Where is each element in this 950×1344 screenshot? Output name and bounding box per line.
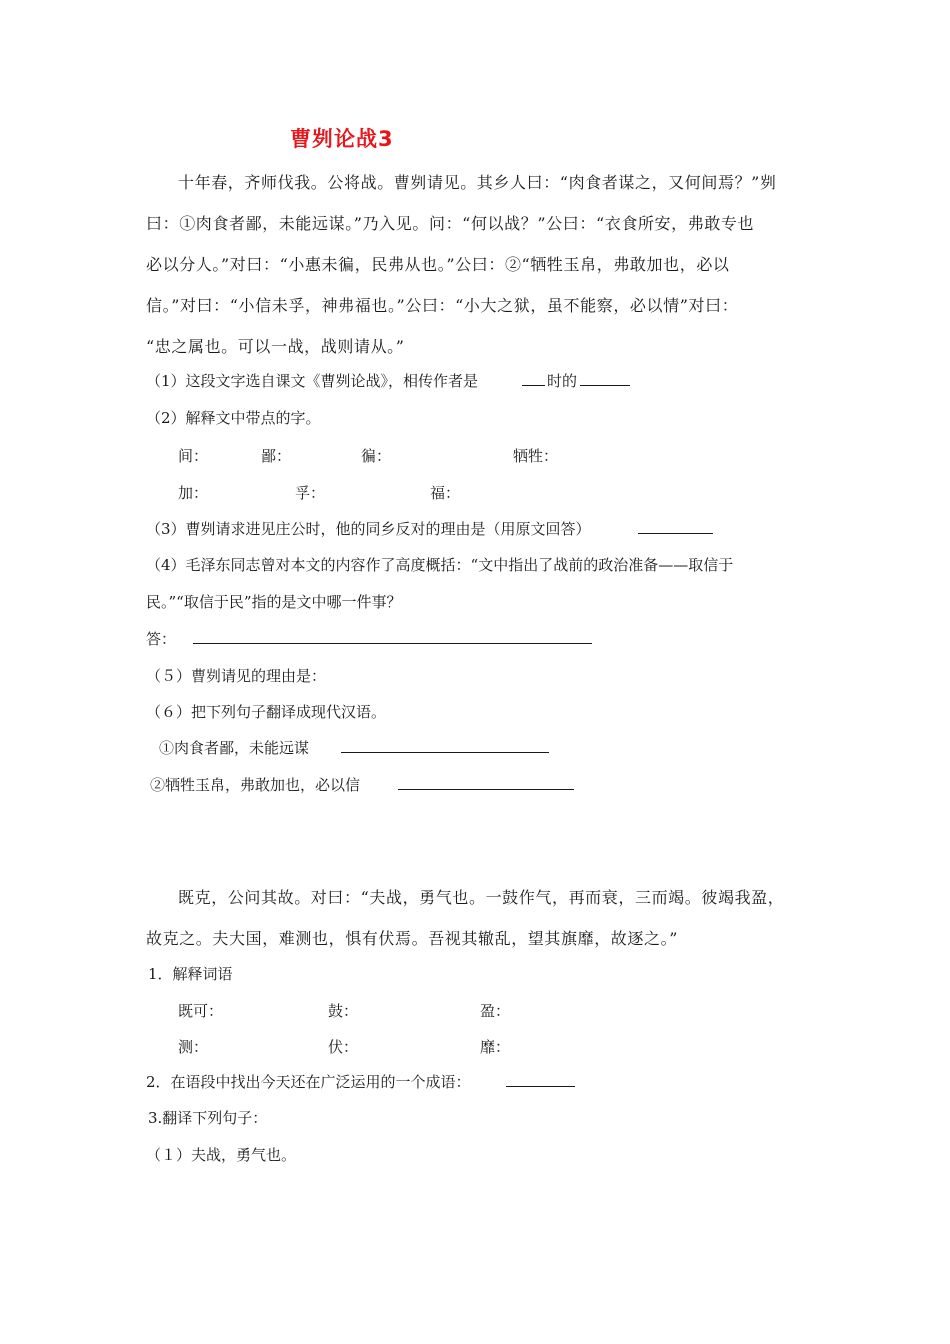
gloss-term: 鄙： xyxy=(261,447,292,465)
answer-blank-q4 xyxy=(193,643,592,644)
gloss-term: 测： xyxy=(178,1038,209,1056)
gloss-term: 靡： xyxy=(480,1038,511,1056)
answer-blank-t1 xyxy=(341,752,549,753)
question-4-line-2: 民。”“取信于民”指的是文中哪一件事？ xyxy=(146,593,402,611)
gloss-term: 既可： xyxy=(178,1002,224,1020)
p2-question-3-1: （１）夫战，勇气也。 xyxy=(146,1146,297,1164)
gloss-term: 加： xyxy=(178,484,209,502)
question-1: （1）这段文字选自课文《曹刿论战》，相传作者是 xyxy=(146,372,479,390)
gloss-term: 孚： xyxy=(295,484,326,502)
translate-sentence-1: ①肉食者鄙，未能远谋 xyxy=(159,739,310,757)
passage1-line-1: 十年春，齐师伐我。公将战。曹刿请见。其乡人曰：“肉食者谋之，又何间焉？”刿 xyxy=(178,173,777,192)
page-title: 曹刿论战3 xyxy=(290,127,394,151)
gloss-term: 徧： xyxy=(361,447,392,465)
p2-question-1: 1．解释词语 xyxy=(148,965,233,983)
answer-blank-author xyxy=(522,385,545,386)
answer-blank-era xyxy=(580,385,630,386)
answer-blank-t2 xyxy=(398,789,574,790)
p2-question-3: 3.翻译下列句子： xyxy=(148,1109,268,1127)
translate-sentence-2: ②牺牲玉帛，弗敢加也，必以信 xyxy=(150,776,361,794)
passage2-line-2: 故克之。夫大国，难测也，惧有伏焉。吾视其辙乱，望其旗靡，故逐之。” xyxy=(146,929,678,948)
question-6: （６）把下列句子翻译成现代汉语。 xyxy=(146,703,387,721)
passage1-line-2: 曰：①肉食者鄙，未能远谋。”乃入见。问：“何以战？”公曰：“衣食所安，弗敢专也 xyxy=(146,214,755,233)
gloss-term: 牺牲： xyxy=(513,447,559,465)
passage1-line-3: 必以分人。”对曰：“小惠未徧，民弗从也。”公曰：②“牺牲玉帛，弗敢加也，必以 xyxy=(146,255,730,274)
answer-blank-idiom xyxy=(506,1086,575,1087)
gloss-term: 福： xyxy=(430,484,461,502)
question-2: （2）解释文中带点的字。 xyxy=(146,409,321,427)
gloss-term: 间： xyxy=(178,447,209,465)
passage1-line-5: “忠之属也。可以一战，战则请从。” xyxy=(146,337,405,356)
gloss-term: 伏： xyxy=(328,1038,359,1056)
question-4-line-1: （4）毛泽东同志曾对本文的内容作了高度概括：“文中指出了战前的政治准备——取信于 xyxy=(146,556,734,574)
answer-label: 答： xyxy=(146,630,177,648)
answer-blank-q3 xyxy=(638,533,713,534)
p2-question-2: 2．在语段中找出今天还在广泛运用的一个成语： xyxy=(146,1073,471,1091)
question-1-mid: 时的 xyxy=(547,372,578,390)
passage2-line-1: 既克，公问其故。对曰：“夫战，勇气也。一鼓作气，再而衰，三而竭。彼竭我盈， xyxy=(178,888,785,907)
passage1-line-4: 信。”对曰：“小信未孚，神弗福也。”公曰：“小大之狱，虽不能察，必以情”对曰： xyxy=(146,296,739,315)
gloss-term: 鼓： xyxy=(328,1002,359,1020)
question-5: （５）曹刿请见的理由是： xyxy=(146,667,327,685)
question-3: （3）曹刿请求进见庄公时，他的同乡反对的理由是（用原文回答） xyxy=(146,520,591,538)
gloss-term: 盈： xyxy=(480,1002,511,1020)
